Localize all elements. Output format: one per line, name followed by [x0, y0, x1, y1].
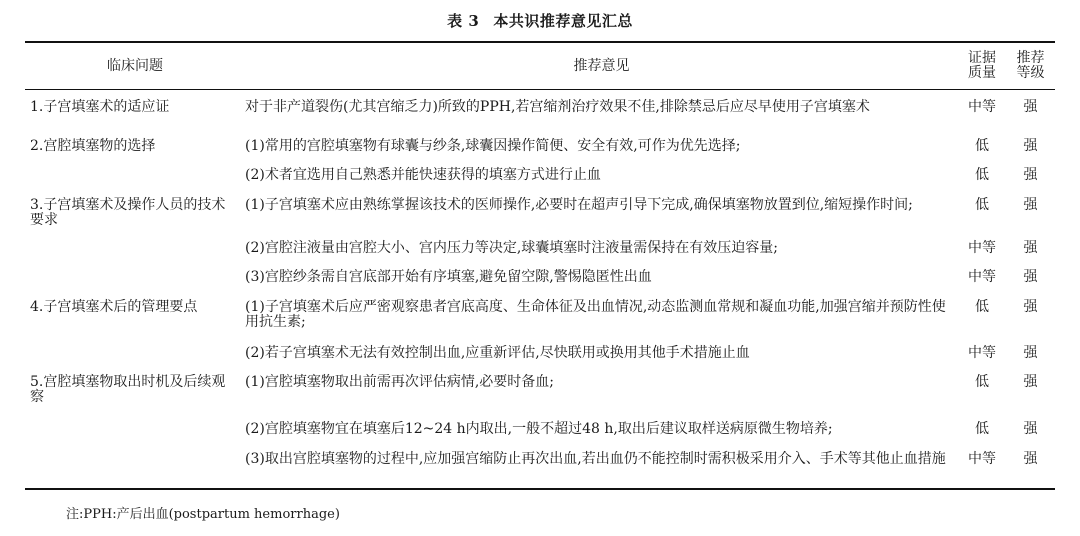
evidence-cell: 低 [975, 420, 989, 437]
recommendation-cell: (1)常用的宫腔填塞物有球囊与纱条,球囊因操作简便、安全有效,可作为优先选择; [245, 137, 741, 154]
header-grade-line2: 等级 [1016, 65, 1045, 81]
question-cell: 4.子宫填塞术后的管理要点 [30, 298, 198, 315]
recommendation-cell: (3)宫腔纱条需自宫底部开始有序填塞,避免留空隙,警惕隐匿性出血 [245, 268, 652, 285]
evidence-cell: 低 [975, 196, 989, 213]
question-cell [25, 235, 245, 264]
question-cell [25, 417, 245, 445]
evidence-cell: 低 [975, 166, 989, 183]
table-row [25, 90, 1055, 131]
grade-cell: 强 [1023, 268, 1038, 285]
grade-cell: 强 [1023, 450, 1038, 467]
evidence-cell: 中等 [968, 344, 996, 361]
question-cell [25, 264, 245, 293]
question-cell [25, 339, 245, 368]
grade-cell: 强 [1023, 344, 1038, 361]
evidence-cell: 低 [975, 373, 989, 390]
recommendation-cell: (2)宫腔填塞物宜在填塞后12~24 h内取出,一般不超过48 h,取出后建议取样送病原微生物培养; [245, 420, 833, 437]
recommendation-cell: (2)术者宜选用自己熟悉并能快速获得的填塞方式进行止血 [245, 166, 601, 183]
table-row [25, 293, 1055, 339]
evidence-cell: 中等 [968, 239, 996, 256]
recommendation-cell: (3)取出宫腔填塞物的过程中,应加强宫缩防止再次出血,若出血仍不能控制时需积极采用介入、手术等其他止血措施 [245, 450, 946, 467]
question-cell: 1.子宫填塞术的适应证 [30, 99, 170, 115]
recommendation-cell: (2)若子宫填塞术无法有效控制出血,应重新评估,尽快联用或换用其他手术措施止血 [245, 344, 750, 361]
table-row [25, 161, 1055, 191]
table-caption [0, 10, 1080, 31]
evidence-cell: 低 [975, 137, 989, 154]
table-number: 表 3 [447, 12, 480, 30]
evidence-cell: 低 [975, 298, 989, 315]
table-row [25, 264, 1055, 293]
question-cell: 5.宫腔填塞物取出时机及后续观察 [30, 373, 226, 405]
grade-cell: 强 [1023, 420, 1038, 437]
recommendation-cell: (1)子宫填塞术后应严密观察患者宫底高度、生命体征及出血情况,动态监测血常规和凝血功能,加强宫缩并预防性使用抗生素; [245, 298, 946, 330]
question-cell [25, 161, 245, 191]
header-row [25, 42, 1055, 90]
grade-cell: 强 [1023, 137, 1038, 154]
table-row [25, 445, 1055, 489]
question-cell [25, 445, 245, 489]
question-cell: 3.子宫填塞术及操作人员的技术要求 [30, 196, 226, 228]
table-row [25, 417, 1055, 445]
header-recommendation: 推荐意见 [573, 57, 630, 74]
table-row [25, 339, 1055, 368]
recommendation-cell: (1)子宫填塞术应由熟练掌握该技术的医师操作,必要时在超声引导下完成,确保填塞物放置到位,缩短操作时间; [245, 196, 913, 213]
header-evidence [958, 42, 1006, 90]
recommendation-table [25, 41, 1055, 490]
grade-cell: 强 [1023, 99, 1038, 115]
evidence-cell: 中等 [968, 99, 996, 115]
table-title: 本共识推荐意见汇总 [493, 12, 633, 30]
recommendation-cell: 对于非产道裂伤(尤其宫缩乏力)所致的PPH,若宫缩剂治疗效果不佳,排除禁忌后应尽早使用子宫填塞术 [245, 99, 870, 115]
evidence-cell: 中等 [968, 450, 996, 467]
header-question: 临床问题 [107, 57, 163, 74]
table-row [25, 235, 1055, 264]
table-row [25, 131, 1055, 161]
recommendation-cell: (1)宫腔填塞物取出前需再次评估病情,必要时备血; [245, 373, 554, 390]
table-note: 注:PPH:产后出血(postpartum hemorrhage) [66, 507, 340, 522]
question-cell: 2.宫腔填塞物的选择 [30, 137, 156, 154]
recommendation-cell: (2)宫腔注液量由宫腔大小、宫内压力等决定,球囊填塞时注液量需保持在有效压迫容量; [245, 239, 778, 256]
grade-cell: 强 [1023, 373, 1038, 390]
table-row [25, 368, 1055, 417]
header-evidence-line1: 证据 [968, 50, 996, 66]
evidence-cell: 中等 [968, 268, 996, 285]
grade-cell: 强 [1023, 239, 1038, 256]
grade-cell: 强 [1023, 196, 1038, 213]
header-grade [1006, 42, 1055, 90]
table-row [25, 191, 1055, 235]
grade-cell: 强 [1023, 298, 1038, 315]
header-grade-line1: 推荐 [1016, 50, 1045, 66]
header-evidence-line2: 质量 [968, 65, 996, 81]
grade-cell: 强 [1023, 166, 1038, 183]
